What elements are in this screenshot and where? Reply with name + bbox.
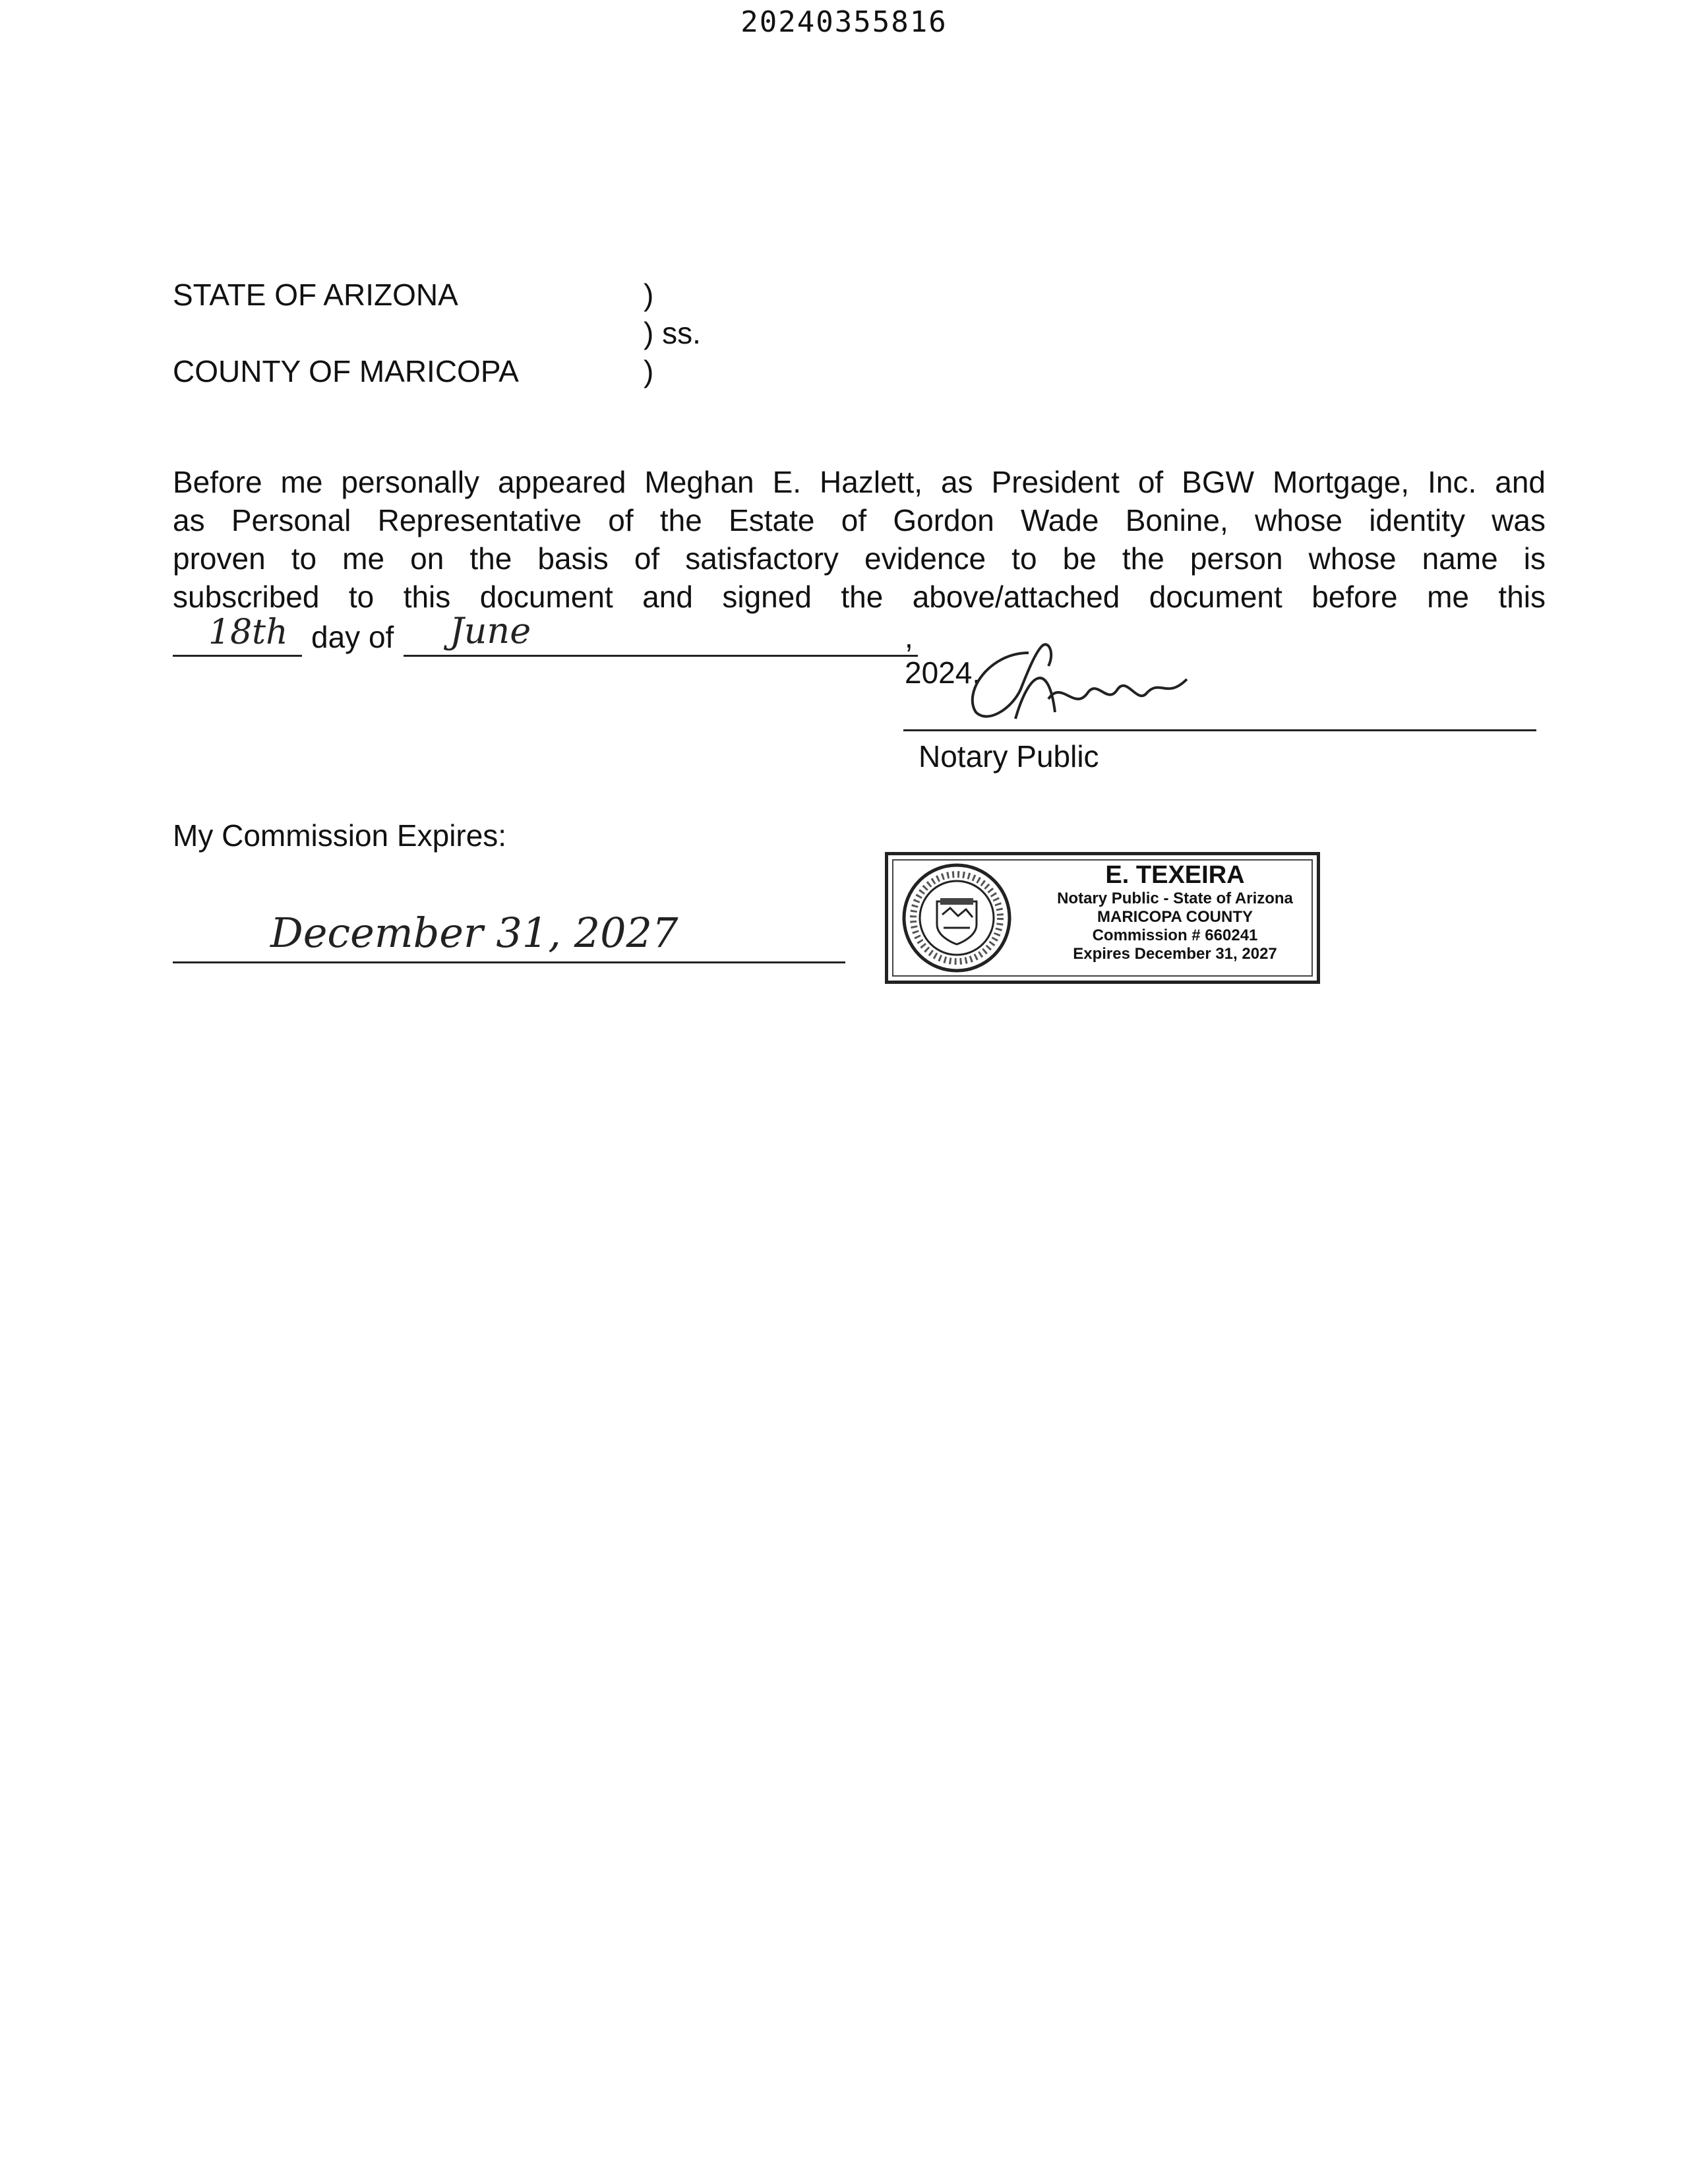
venue-paren-bottom: ) — [644, 354, 654, 388]
notary-public-label: Notary Public — [919, 739, 1099, 774]
notary-signature — [950, 633, 1200, 732]
stamp-line: Expires December 31, 2027 — [1073, 945, 1277, 963]
stamp-line: Commission # 660241 — [1092, 926, 1258, 944]
acknowledgment-paragraph — [173, 463, 1546, 616]
stamp-line: MARICOPA COUNTY — [1097, 908, 1253, 926]
stamp-line: Notary Public - State of Arizona — [1057, 890, 1293, 907]
signature-line — [903, 729, 1536, 731]
stamp-text — [1033, 861, 1317, 963]
acknowledgment-line: Before me personally appeared Meghan E. Hazlett, as President of BGW Mortgage, Inc. and — [173, 465, 1546, 499]
venue-state: STATE OF ARIZONA — [173, 278, 458, 312]
notary-stamp — [885, 852, 1320, 984]
day-blank — [173, 655, 302, 657]
acknowledgment-line: subscribed to this document and signed the above/attached document before me this — [173, 580, 1546, 614]
arizona-seal-icon — [897, 862, 1016, 977]
commission-expires-label: My Commission Expires: — [173, 818, 507, 853]
document-number: 20240355816 — [740, 5, 948, 39]
acknowledgment-line: proven to me on the basis of satisfactory evidence to be the person whose name is — [173, 541, 1546, 576]
signature-scribble — [950, 633, 1200, 732]
handwritten-month: June — [450, 610, 531, 652]
day-of-label: day of — [311, 620, 394, 654]
acknowledgment-line: as Personal Representative of the Estate of Gordon Wade Bonine, whose identity was — [173, 503, 1546, 537]
month-blank — [404, 655, 918, 657]
commission-line — [173, 961, 845, 963]
venue-county: COUNTY OF MARICOPA — [173, 354, 519, 388]
venue-ss: ) ss. — [644, 316, 701, 350]
handwritten-commission-date: December 31, 2027 — [270, 909, 678, 957]
venue-paren-top: ) — [644, 278, 654, 312]
stamp-notary-name: E. TEXEIRA — [1105, 861, 1245, 889]
year-label: , 2024. — [905, 620, 981, 690]
handwritten-day: 18th — [208, 613, 288, 652]
seal-text — [897, 862, 898, 863]
date-line — [173, 610, 981, 690]
